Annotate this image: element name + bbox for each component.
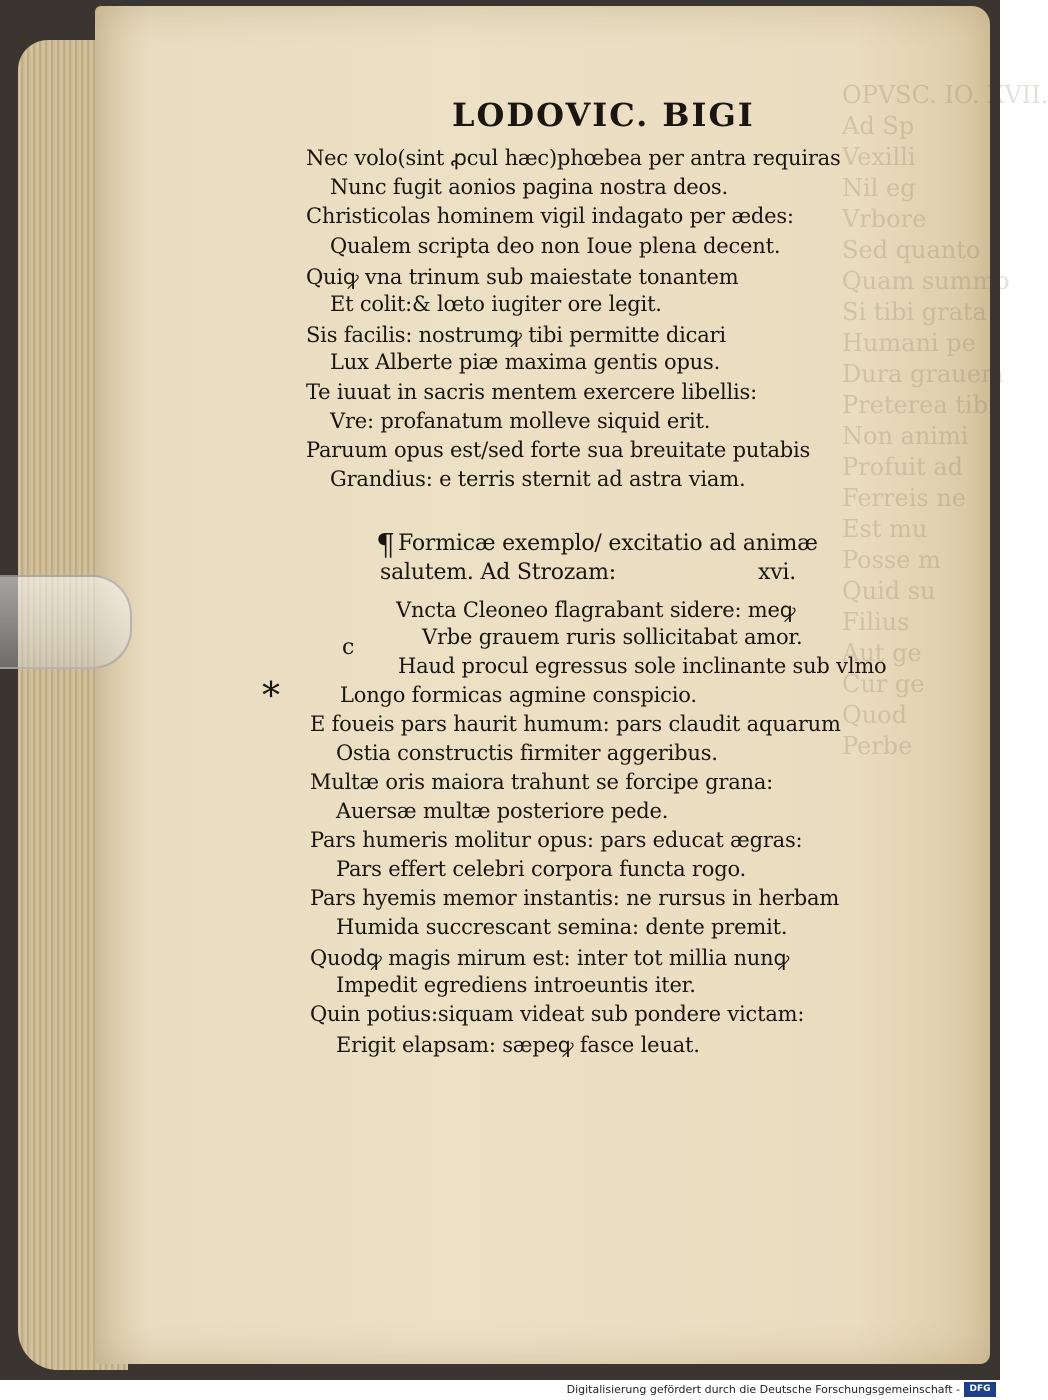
dfg-logo: DFG <box>964 1382 996 1397</box>
poem-two-line: Pars hyemis memor instantis: ne rursus in herbam <box>310 886 840 910</box>
poem-two-line: Vrbe grauem ruris sollicitabat amor. <box>422 625 803 649</box>
poem-two-line: E foueis pars haurit humum: pars claudit aquarum <box>310 712 841 736</box>
bleed-through-line: Perbe <box>842 732 913 760</box>
poem-two-line: Erigit elapsam: sæpeꝙ fasce leuat. <box>336 1033 700 1057</box>
poem-one-line: Sis facilis: nostrumꝙ tibi permitte dicari <box>306 323 726 348</box>
bleed-through-line: Humani pe <box>842 329 976 357</box>
poem-two-line: Multæ oris maiora trahunt se forcipe grana: <box>310 770 774 794</box>
poem-one-line: Nec volo(sint ꝓcul hæc)phœbea per antra requiras <box>306 146 841 170</box>
bleed-through-line: Ferreis ne <box>842 484 966 512</box>
poem-one-line: Qualem scripta deo non Ioue plena decent. <box>330 233 781 258</box>
poem-two-line: Impedit egrediens introeuntis iter. <box>336 973 696 997</box>
poem-one-line: Grandius: e terris sternit ad astra viam. <box>330 467 746 492</box>
poem-one-line: Christicolas hominem vigil indagato per ædes: <box>306 204 794 229</box>
bleed-through-line: Preterea tibi <box>842 391 996 419</box>
poem-two-line: Longo formicas agmine conspicio. <box>340 683 697 707</box>
bleed-through-line: Quid su <box>842 577 936 605</box>
bleed-through-line: Nil eg <box>842 174 916 202</box>
poem-one-line: Vre: profanatum molleve siquid erit. <box>330 408 711 433</box>
poem-two-line: Auersæ multæ posteriore pede. <box>336 799 669 823</box>
bleed-through-line: Posse m <box>842 546 941 574</box>
poem-two-line: Quin potius:siquam videat sub pondere victam: <box>310 1002 805 1026</box>
section-number: xvi. <box>758 560 797 585</box>
poem-one-line: Lux Alberte piæ maxima gentis opus. <box>330 350 721 375</box>
bleed-through-line: Quam summo <box>842 267 1010 295</box>
page-heading: LODOVIC. BIGI <box>452 96 755 134</box>
bleed-through-line: Vexilli <box>842 143 916 171</box>
poem-two-line: Pars effert celebri corpora functa rogo. <box>336 857 747 881</box>
bleed-through-line: Cur ge <box>842 670 925 698</box>
bleed-through-line: Ad Sp <box>842 112 915 140</box>
bleed-through-line: Profuit ad <box>842 453 964 481</box>
bleed-through-line: Si tibi grata <box>842 298 987 326</box>
bleed-through-line: Dura grauem <box>842 360 1004 388</box>
poem-two-line: Haud procul egressus sole inclinante sub vlmo <box>398 654 887 678</box>
bleed-through-line: Filius <box>842 608 910 636</box>
bleed-through-line: Sed quanto <box>842 236 981 264</box>
bleed-through-line: Aut ge <box>842 639 922 667</box>
poem-one-line: Paruum opus est/sed forte sua breuitate putabis <box>306 438 811 462</box>
footer-credit: Digitalisierung gefördert durch die Deutsche Forschungsgemeinschaft - <box>566 1383 960 1396</box>
margin-mark-c: c <box>342 635 355 660</box>
poem-one-line: Te iuuat in sacris mentem exercere libellis: <box>306 379 757 404</box>
bleed-through-line: Non animi <box>842 422 969 450</box>
margin-asterisk: * <box>262 676 280 717</box>
bleed-through-line: Quod <box>842 701 907 729</box>
poem-one-line: Quiꝙ vna trinum sub maiestate tonantem <box>306 264 739 289</box>
poem-two-line: Pars humeris molitur opus: pars educat ægras: <box>310 828 803 852</box>
poem-one-line: Nunc fugit aonios pagina nostra deos. <box>330 175 728 200</box>
poem-two-line: Vncta Cleoneo flagrabant sidere: meꝙ <box>396 598 796 622</box>
poem-one-line: Et colit:& lœto iugiter ore legit. <box>330 292 662 316</box>
bleed-through-line: Vrbore <box>842 205 927 233</box>
section-title-line-2: salutem. Ad Strozam: <box>380 560 616 585</box>
section-title-line-1: Formicæ exemplo/ excitatio ad animæ <box>398 531 818 556</box>
bleed-through-line: Est mu <box>842 515 928 543</box>
poem-two-line: Humida succrescant semina: dente premit. <box>336 915 788 939</box>
poem-two-line: Ostia constructis firmiter aggeribus. <box>336 741 718 765</box>
bleed-through-line: OPVSC. IO. XVII. <box>842 81 1048 109</box>
poem-two-line: Quodꝙ magis mirum est: inter tot millia nunꝙ <box>310 946 790 970</box>
section-pilcrow: ¶ <box>376 528 396 563</box>
